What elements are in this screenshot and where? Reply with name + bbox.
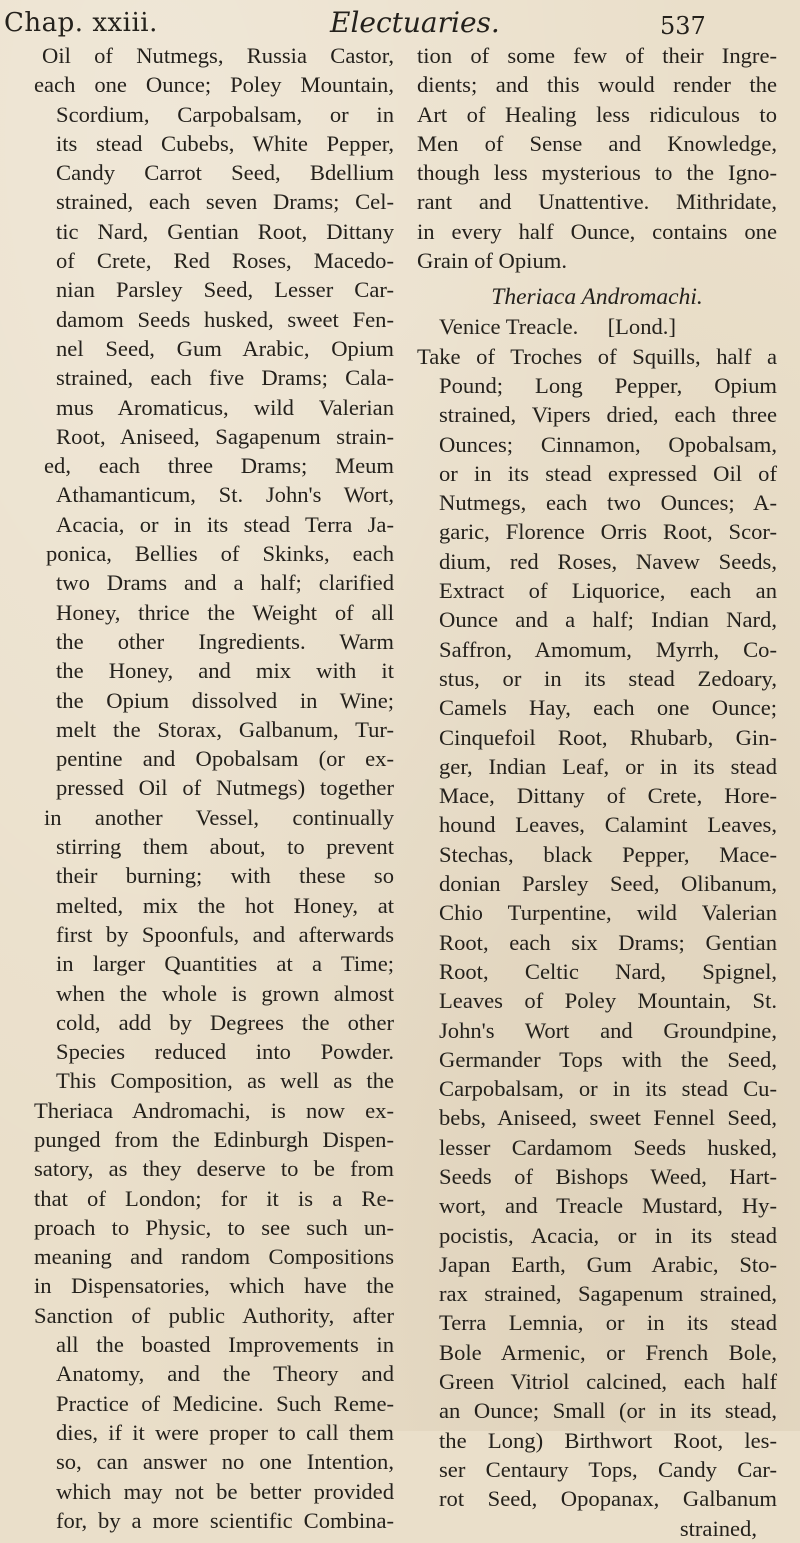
text-line: dients; and this would render the xyxy=(417,72,777,98)
text-line: Stechas, black Pepper, Mace- xyxy=(439,841,777,867)
text-line: which may not be better provided xyxy=(56,1478,394,1504)
text-line: bebs, Aniseed, sweet Fennel Seed, xyxy=(439,1105,777,1131)
text-line: though less mysterious to the Igno- xyxy=(417,160,777,186)
text-line: Sanction of public Authority, after xyxy=(34,1302,394,1328)
text-line: each one Ounce; Poley Mountain, xyxy=(34,72,394,98)
chapter-label: Chap. xxiii. xyxy=(4,8,158,38)
text-line: rot Seed, Opopanax, Galbanum xyxy=(439,1486,777,1512)
text-line: Ounce and a half; Indian Nard, xyxy=(439,607,777,633)
text-line: Extract of Liquorice, each an xyxy=(439,578,777,604)
text-line: when the whole is grown almost xyxy=(56,980,394,1006)
text-line: strained, each five Drams; Cala- xyxy=(56,365,394,391)
text-line: Acacia, or in its stead Terra Ja- xyxy=(56,511,394,537)
text-line: in Dispensatories, which have the xyxy=(34,1273,394,1299)
text-line: Green Vitriol calcined, each half xyxy=(439,1369,777,1395)
text-line: hound Leaves, Calamint Leaves, xyxy=(439,812,777,838)
text-line: tion of some few of their Ingre- xyxy=(417,43,777,68)
text-line: lesser Cardamom Seeds husked, xyxy=(439,1134,777,1160)
text-line: the other Ingredients. Warm xyxy=(56,628,394,654)
running-title: Electuaries. xyxy=(330,6,500,39)
text-line: pocistis, Acacia, or in its stead xyxy=(439,1222,777,1248)
text-line: an Ounce; Small (or in its stead, xyxy=(439,1398,777,1424)
text-line: ger, Indian Leaf, or in its stead xyxy=(439,753,777,779)
text-line: in another Vessel, continually xyxy=(44,804,394,830)
text-line: rax strained, Sagapenum strained, xyxy=(439,1281,777,1307)
text-line: the Long) Birthwort Root, les- xyxy=(439,1427,777,1453)
text-line: proach to Physic, to see such un- xyxy=(34,1214,394,1240)
text-line: Carpobalsam, or in its stead Cu- xyxy=(439,1076,777,1102)
text-line: strained, Vipers dried, each three xyxy=(439,402,777,428)
text-line: Chio Turpentine, wild Valerian xyxy=(439,900,777,926)
text-line: first by Spoonfuls, and afterwards xyxy=(56,921,394,947)
text-line: Saffron, Amomum, Myrrh, Co- xyxy=(439,636,777,662)
recipe-source: [Lond.] xyxy=(607,314,676,340)
text-line: in larger Quantities at a Time; xyxy=(56,951,394,977)
text-line: cold, add by Degrees the other xyxy=(56,1009,394,1035)
text-line: Terra Lemnia, or in its stead xyxy=(439,1310,777,1336)
text-line: Theriaca Andromachi, is now ex- xyxy=(34,1097,394,1123)
text-line: of Crete, Red Roses, Macedo- xyxy=(56,248,394,274)
text-line: Root, each six Drams; Gentian xyxy=(439,929,777,955)
text-line: garic, Florence Orris Root, Scor- xyxy=(439,519,777,545)
recipe-subheading xyxy=(417,312,777,341)
text-line: Anatomy, and the Theory and xyxy=(56,1361,394,1387)
text-line: Candy Carrot Seed, Bdellium xyxy=(56,160,394,186)
text-line: Honey, thrice the Weight of all xyxy=(56,599,394,625)
text-line: tic Nard, Gentian Root, Dittany xyxy=(56,218,394,244)
text-line: Take of Troches of Squills, half a xyxy=(417,343,777,369)
text-line: the Honey, and mix with it xyxy=(56,658,394,684)
text-line: punged from the Edinburgh Dispen- xyxy=(34,1126,394,1152)
text-line: so, can answer no one Intention, xyxy=(56,1449,394,1475)
text-line: donian Parsley Seed, Olibanum, xyxy=(439,871,777,897)
text-line: damom Seeds husked, sweet Fen- xyxy=(56,306,394,332)
recipe-heading: Theriaca Andromachi. xyxy=(491,284,703,311)
text-line: two Drams and a half; clarified xyxy=(56,570,394,596)
text-line: meaning and random Compositions xyxy=(34,1244,394,1270)
running-header xyxy=(0,2,800,46)
text-line: Japan Earth, Gum Arabic, Sto- xyxy=(439,1251,777,1277)
left-column xyxy=(34,41,394,1535)
text-line: Nutmegs, each two Ounces; A- xyxy=(439,490,777,516)
text-line: Bole Armenic, or French Bole, xyxy=(439,1339,777,1365)
text-line: their burning; with these so xyxy=(56,863,394,889)
text-line: Oil of Nutmegs, Russia Castor, xyxy=(42,43,394,68)
text-line: Species reduced into Powder. xyxy=(56,1039,394,1065)
text-line: wort, and Treacle Mustard, Hy- xyxy=(439,1193,777,1219)
page-number: 537 xyxy=(660,12,706,40)
text-line: Ounces; Cinnamon, Opobalsam, xyxy=(439,431,777,457)
text-line: Leaves of Poley Mountain, St. xyxy=(439,988,777,1014)
text-line: This Composition, as well as the xyxy=(56,1068,394,1094)
text-line: John's Wort and Groundpine, xyxy=(439,1017,777,1043)
text-line: ser Centaury Tops, Candy Car- xyxy=(439,1456,777,1482)
text-line: Mace, Dittany of Crete, Hore- xyxy=(439,783,777,809)
text-line: Root, Celtic Nard, Spignel, xyxy=(439,958,777,984)
text-line: mus Aromaticus, wild Valerian xyxy=(56,394,394,420)
right-column xyxy=(417,41,777,1543)
text-line-end: strained, xyxy=(679,1515,757,1541)
text-line: all the boasted Improvements in xyxy=(56,1332,394,1358)
text-line: strained, each seven Drams; Cel- xyxy=(56,189,394,215)
text-line: its stead Cubebs, White Pepper, xyxy=(56,130,394,156)
text-line: Seeds of Bishops Weed, Hart- xyxy=(439,1163,777,1189)
text-line: Root, Aniseed, Sagapenum strain- xyxy=(56,423,394,449)
text-line: Men of Sense and Knowledge, xyxy=(417,130,777,156)
text-line: dium, red Roses, Navew Seeds, xyxy=(439,548,777,574)
text-line: or in its stead expressed Oil of xyxy=(439,460,777,486)
text-line: that of London; for it is a Re- xyxy=(34,1185,394,1211)
text-line: for, by a more scientific Combina- xyxy=(56,1507,394,1533)
recipe-english-name: Venice Treacle. xyxy=(439,314,579,340)
text-line: rant and Unattentive. Mithridate, xyxy=(417,189,777,215)
text-line: Athamanticum, St. John's Wort, xyxy=(56,482,394,508)
text-line: nian Parsley Seed, Lesser Car- xyxy=(56,277,394,303)
text-line: satory, as they deserve to be from xyxy=(34,1156,394,1182)
text-line: ponica, Bellies of Skinks, each xyxy=(46,541,394,567)
text-line: nel Seed, Gum Arabic, Opium xyxy=(56,335,394,361)
text-line: pressed Oil of Nutmegs) together xyxy=(56,775,394,801)
text-line: Practice of Medicine. Such Reme- xyxy=(56,1390,394,1416)
text-line: dies, if it were proper to call them xyxy=(56,1419,394,1445)
text-line: Cinquefoil Root, Rhubarb, Gin- xyxy=(439,724,777,750)
text-line: Art of Healing less ridiculous to xyxy=(417,101,777,127)
text-line: melted, mix the hot Honey, at xyxy=(56,892,394,918)
text-line: pentine and Opobalsam (or ex- xyxy=(56,746,394,772)
text-line: Grain of Opium. xyxy=(417,248,567,274)
text-line: Pound; Long Pepper, Opium xyxy=(439,372,777,398)
text-line: stirring them about, to prevent xyxy=(56,834,394,860)
text-line: melt the Storax, Galbanum, Tur- xyxy=(56,716,394,742)
text-line: Scordium, Carpobalsam, or in xyxy=(56,101,394,127)
text-line: stus, or in its stead Zedoary, xyxy=(439,665,777,691)
text-line: Camels Hay, each one Ounce; xyxy=(439,695,777,721)
text-line: the Opium dissolved in Wine; xyxy=(56,687,394,713)
text-line: Germander Tops with the Seed, xyxy=(439,1046,777,1072)
text-line: in every half Ounce, contains one xyxy=(417,218,777,244)
text-line: ed, each three Drams; Meum xyxy=(44,453,394,479)
